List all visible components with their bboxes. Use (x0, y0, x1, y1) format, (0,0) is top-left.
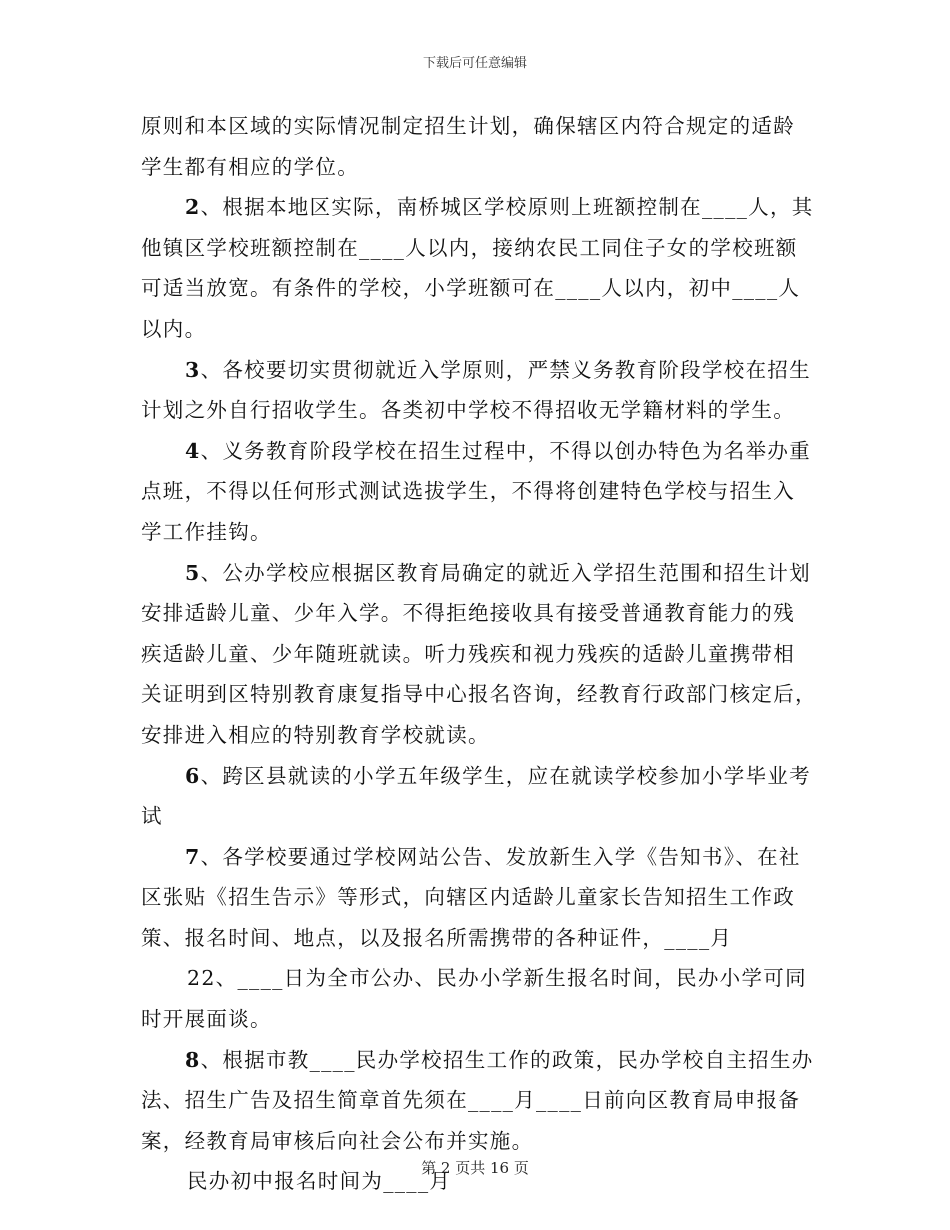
list-item-4: 4、义务教育阶段学校在招生过程中，不得以创办特色为名举办重 (185, 438, 811, 463)
text-line: 原则和本区域的实际情况制定招生计划，确保辖区内符合规定的适龄 (141, 114, 795, 138)
text-line: 区张贴《招生告示》等形式，向辖区内适龄儿童家长告知招生工作政 (141, 885, 795, 910)
list-item-2: 2、根据本地区实际，南桥城区学校原则上班额控制在____人，其 (185, 195, 814, 220)
text-line: 学生都有相应的学位。 (141, 154, 359, 179)
list-item-7: 7、各学校要通过学校网站公告、发放新生入学《告知书》、在社 (185, 844, 801, 869)
item-number: 7 (185, 844, 201, 869)
item-number: 6 (185, 763, 201, 788)
item-number: 5 (185, 560, 201, 585)
text-line: 法、招生广告及招生简章首先须在____月____日前向区教育局申报备 (141, 1088, 801, 1113)
text-line: 策、报名时间、地点，以及报名所需携带的各种证件，____月 (141, 925, 733, 950)
text-line: 可适当放宽。有条件的学校，小学班额可在____人以内，初中____人 (141, 276, 801, 301)
page-number: 第 2 页共 16 页 (421, 1159, 529, 1177)
item-number: 3 (185, 357, 201, 382)
text-line: 时开展面谈。 (141, 1007, 272, 1032)
text-line: 关证明到区特别教育康复指导中心报名咨询，经教育行政部门核定后， (141, 682, 817, 707)
text-line: 安排适龄儿童、少年入学。不得拒绝接收具有接受普通教育能力的残 (141, 601, 795, 626)
list-item-5: 5、公办学校应根据区教育局确定的就近入学招生范围和招生计划 (185, 560, 811, 585)
text-line: 以内。 (141, 316, 207, 341)
list-item-3: 3、各校要切实贯彻就近入学原则，严禁义务教育阶段学校在招生 (185, 357, 811, 382)
text-line: 22、____日为全市公办、民办小学新生报名时间，民办小学可同 (187, 966, 807, 991)
text-line: 疾适龄儿童、少年随班就读。听力残疾和视力残疾的适龄儿童携带相 (141, 641, 795, 666)
text-line: 试 (141, 804, 163, 829)
text-line: 他镇区学校班额控制在____人以内，接纳农民工同住子女的学校班额 (141, 235, 798, 260)
list-item-8: 8、根据市教____民办学校招生工作的政策，民办学校自主招生办 (185, 1047, 814, 1072)
item-number: 8 (185, 1047, 201, 1072)
text-line: 学工作挂钩。 (141, 519, 272, 544)
document-body (141, 106, 817, 1202)
item-number: 2 (185, 195, 201, 220)
text-line: 计划之外自行招收学生。各类初中学校不得招收无学籍材料的学生。 (141, 398, 795, 423)
page-header: 下载后可任意编辑 (422, 56, 527, 71)
text-line: 安排进入相应的特别教育学校就读。 (141, 722, 490, 747)
text-line: 案，经教育局审核后向社会公布并实施。 (141, 1128, 534, 1153)
item-number: 4 (185, 438, 201, 463)
text-line: 点班，不得以任何形式测试选拔学生，不得将创建特色学校与招生入 (141, 479, 795, 504)
list-item-6: 6、跨区县就读的小学五年级学生，应在就读学校参加小学毕业考 (185, 763, 811, 788)
text-line: 民办初中报名时间为____月 (187, 1169, 452, 1194)
